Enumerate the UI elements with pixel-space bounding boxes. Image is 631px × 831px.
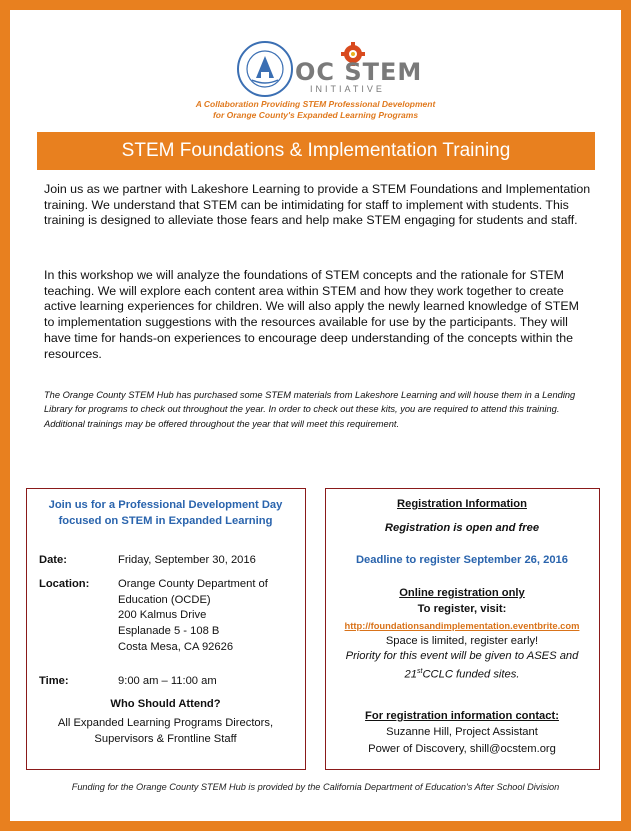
lending-library-note: The Orange County STEM Hub has purchased some STEM materials from Lakeshore Learning and will house them in a Lending Library for programs to check out throughout the year. In order to check out these kits, you are required to attend this training. Additional trainings may be offered throughout the year that will meet this requirement.: [44, 390, 576, 429]
funding-footer: Funding for the Orange County STEM Hub is provided by the California Department of Education's After School Division: [71, 782, 560, 792]
time-value: 9:00 am – 11:00 am: [118, 675, 217, 687]
event-details-box: [26, 488, 306, 770]
tagline: [10, 99, 621, 121]
registration-heading: Registration Information: [397, 498, 527, 510]
priority-text-2: [326, 664, 598, 683]
who-should-attend-value: [27, 715, 304, 747]
registration-deadline: Deadline to register September 26, 2016: [355, 554, 569, 566]
who-line-1: All Expanded Learning Programs Directors,: [57, 717, 274, 729]
flyer-page: [10, 10, 621, 821]
location-line: Education (OCDE): [118, 593, 211, 606]
location-line: 200 Kalmus Drive: [118, 609, 207, 622]
space-limited-text: Space is limited, register early!: [385, 635, 539, 647]
time-label: Time:: [39, 675, 69, 687]
date-label: Date:: [39, 554, 67, 566]
registration-box: [325, 488, 600, 770]
location-label: Location:: [39, 578, 90, 590]
who-should-attend-heading: Who Should Attend?: [110, 698, 221, 710]
contact-heading: For registration information contact:: [365, 710, 559, 722]
event-box-title: [27, 497, 304, 529]
online-registration-heading: Online registration only: [399, 587, 525, 599]
who-line-2: Supervisors & Frontline Staff: [94, 733, 237, 745]
oc-stem-logo-text: OC STEM: [295, 58, 423, 86]
title-banner: STEM Foundations & Implementation Training: [37, 132, 595, 170]
registration-link-wrap: [326, 618, 598, 634]
priority-rest: CCLC funded sites.: [422, 668, 520, 681]
contact-email: Power of Discovery, shill@ocstem.org: [368, 743, 556, 755]
event-box-title-line-1: Join us for a Professional Development Day: [48, 499, 283, 511]
priority-text-1: Priority for this event will be given to ASES and: [345, 650, 579, 662]
location-line: Orange County Department of: [118, 578, 268, 590]
location-line: Esplanade 5 - 108 B: [118, 625, 220, 638]
location-line: Costa Mesa, CA 92626: [118, 640, 234, 653]
to-register-text: To register, visit:: [417, 603, 507, 615]
event-box-title-line-2: focused on STEM in Expanded Learning: [58, 515, 273, 527]
priority-superscript: st: [416, 668, 423, 675]
header: [10, 34, 621, 124]
registration-link[interactable]: http://foundationsandimplementation.eventbrite.com: [344, 620, 580, 631]
priority-number: 21: [404, 668, 417, 681]
location-value: [118, 577, 303, 656]
ocde-seal-logo: [236, 40, 294, 98]
intro-paragraph: Join us as we partner with Lakeshore Learning to provide a STEM Foundations and Implementation training. We understand that STEM can be intimidating for staff to implement with students. This training is designed to alleviate those fears and help make STEM engaging for students and staff.: [44, 182, 591, 228]
date-value: Friday, September 30, 2016: [118, 554, 256, 566]
tagline-line-2: for Orange County's Expanded Learning Programs: [212, 110, 419, 120]
registration-open-text: Registration is open and free: [384, 522, 540, 534]
initiative-logo-text: INITIATIVE: [310, 84, 385, 94]
contact-name: Suzanne Hill, Project Assistant: [386, 726, 538, 738]
workshop-paragraph: In this workshop we will analyze the foundations of STEM concepts and the rationale for STEM teaching. We will explore each content area within STEM and how they work together to create active learning experiences for children. We will also apply the newly learned knowledge of STEM to implementation suggestions with the resources available for use by the participants. They will have time for hands-on experiences to encourage deep understanding of the concepts within the resources.: [44, 268, 579, 361]
tagline-line-1: A Collaboration Providing STEM Professional Development: [195, 99, 436, 109]
